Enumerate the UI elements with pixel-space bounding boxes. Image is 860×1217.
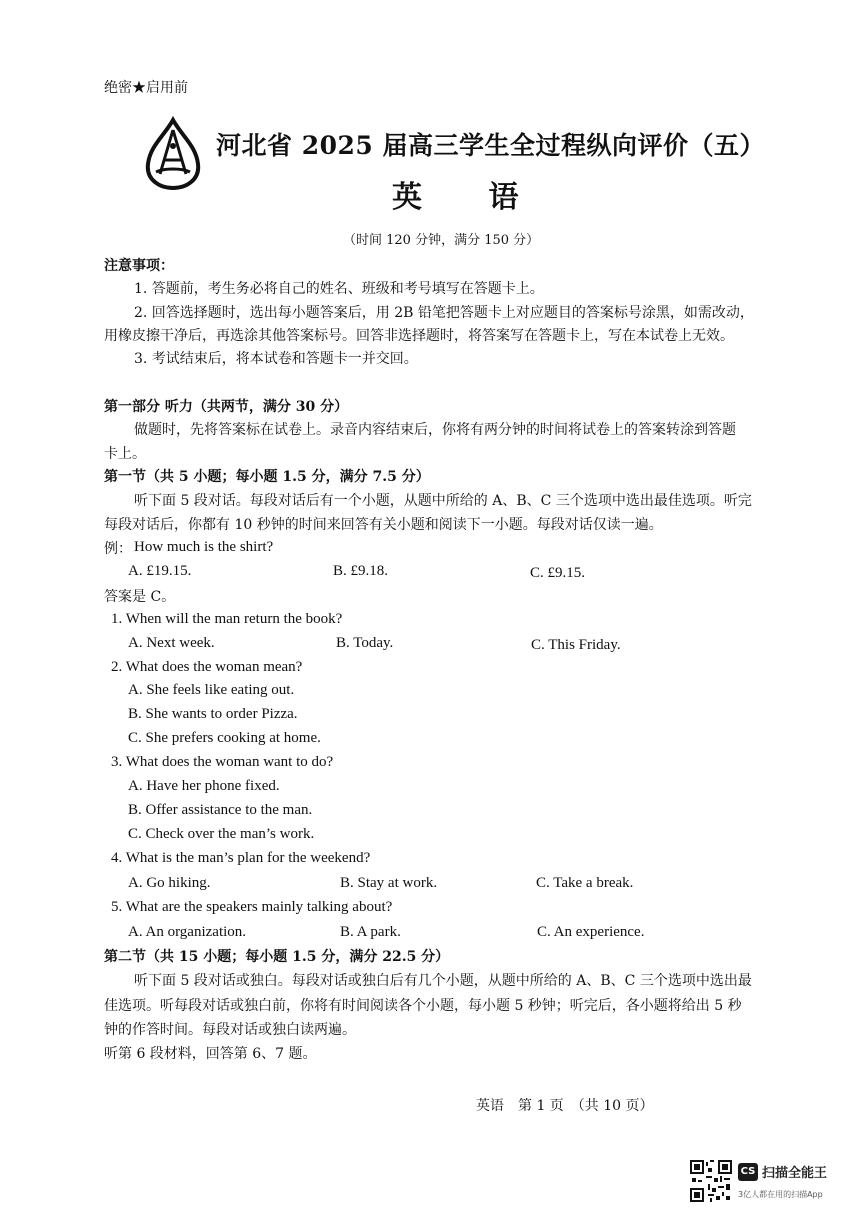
q4-option-b: B. Stay at work.	[340, 875, 438, 891]
page-footer: 英语 第 1 页 （共 10 页）	[476, 1098, 654, 1114]
q5-option-c: C. An experience.	[537, 924, 645, 940]
note-item-2-cont: 用橡皮擦干净后，再选涂其他答案标号。回答非选择题时，将答案写在答题卡上，写在本试卷上无效。	[104, 328, 734, 344]
note-item-2: 2. 回答选择题时，选出每小题答案后，用 2B 铅笔把答题卡上对应题目的答案标号涂黑，如需改动，	[134, 305, 754, 321]
q3-option-c: C. Check over the man’s work.	[128, 826, 315, 842]
app-tagline: 3亿人都在用的扫描App	[738, 1190, 823, 1199]
q1-option-a: A. Next week.	[128, 635, 215, 651]
q4-option-c: C. Take a break.	[536, 875, 634, 891]
section2-instruction-cont2: 钟的作答时间。每段对话或独白读两遍。	[104, 1022, 356, 1038]
q1-option-c: C. This Friday.	[531, 637, 621, 653]
time-info: （时间 120 分钟，满分 150 分）	[343, 233, 540, 248]
confidential-label: 绝密★启用前	[104, 80, 188, 96]
example-option-c: C. £9.15.	[530, 565, 586, 581]
q3-option-b: B. Offer assistance to the man.	[128, 802, 313, 818]
q3-option-a: A. Have her phone fixed.	[128, 778, 280, 794]
camscanner-logo-icon: CS	[738, 1163, 758, 1181]
question-4: 4. What is the man’s plan for the weekend?	[111, 850, 371, 866]
example-option-b: B. £9.18.	[333, 563, 389, 579]
section1-instruction-cont: 每段对话后，你都有 10 秒钟的时间来回答有关小题和阅读下一小题。每段对话仅读一遍。	[104, 517, 663, 533]
part1-instruction: 做题时，先将答案标在试卷上。录音内容结束后，你将有两分钟的时间将试卷上的答案转涂到答题	[134, 422, 736, 438]
note-item-3: 3. 考试结束后，将本试卷和答题卡一并交回。	[134, 351, 418, 367]
exam-title: 河北省 2025 届高三学生全过程纵向评价（五）	[216, 131, 765, 160]
q5-option-a: A. An organization.	[128, 924, 247, 940]
question-2: 2. What does the woman mean?	[111, 659, 303, 675]
example-label: 例：	[104, 541, 132, 557]
example-question: How much is the shirt?	[134, 539, 274, 555]
q4-option-a: A. Go hiking.	[128, 875, 211, 891]
section2-instruction-cont: 佳选项。听每段对话或独白前，你将有时间阅读各个小题，每小题 5 秒钟；听完后，各小题将给出 5 秒	[104, 998, 742, 1014]
section2-instruction: 听下面 5 段对话或独白。每段对话或独白后有几个小题，从题中所给的 A、B、C 三个选项中选出最	[134, 973, 752, 989]
notes-heading: 注意事项：	[104, 258, 174, 274]
q2-option-a: A. She feels like eating out.	[128, 682, 295, 698]
listen-6-label: 听第 6 段材料，回答第 6、7 题。	[104, 1046, 317, 1062]
subject-title: 英 语	[392, 180, 547, 215]
q1-option-b: B. Today.	[336, 635, 394, 651]
question-3: 3. What does the woman want to do?	[111, 754, 334, 770]
app-name: 扫描全能王	[762, 1166, 828, 1181]
example-answer: 答案是 C。	[104, 589, 176, 605]
example-option-a: A. £19.15.	[128, 563, 192, 579]
q5-option-b: B. A park.	[340, 924, 401, 940]
q2-option-b: B. She wants to order Pizza.	[128, 706, 298, 722]
qr-code-icon	[690, 1160, 732, 1202]
q2-option-c: C. She prefers cooking at home.	[128, 730, 321, 746]
section1-instruction: 听下面 5 段对话。每段对话后有一个小题，从题中所给的 A、B、C 三个选项中选出最佳选项。听完	[134, 493, 752, 509]
exam-logo-icon	[142, 116, 204, 190]
question-1: 1. When will the man return the book?	[111, 611, 343, 627]
note-item-1: 1. 答题前，考生务必将自己的姓名、班级和考号填写在答题卡上。	[134, 281, 544, 297]
section1-heading: 第一节（共 5 小题；每小题 1.5 分，满分 7.5 分）	[104, 469, 430, 485]
section2-heading: 第二节（共 15 小题；每小题 1.5 分，满分 22.5 分）	[104, 949, 450, 965]
question-5: 5. What are the speakers mainly talking about?	[111, 899, 393, 915]
part1-heading: 第一部分 听力（共两节，满分 30 分）	[104, 399, 349, 415]
part1-instruction-cont: 卡上。	[104, 446, 146, 462]
